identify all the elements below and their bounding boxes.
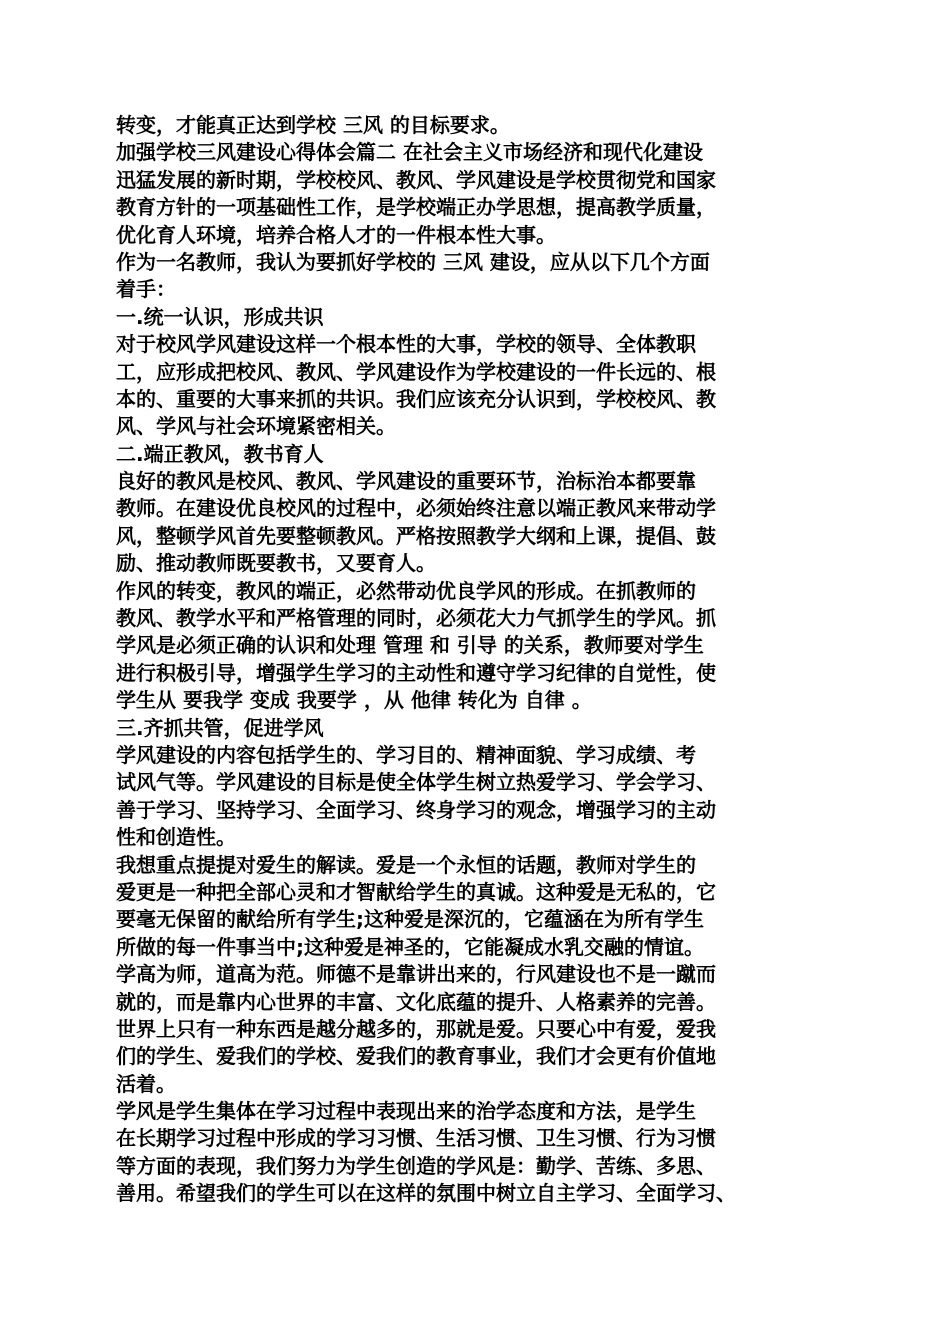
text-line: 就的，而是靠内心世界的丰富、文化底蕴的提升、人格素养的完善。 [116,989,716,1014]
text-line: 试风气等。学风建设的目标是使全体学生树立热爱学习、学会学习、 [116,770,716,795]
text-line: 本的、重要的大事来抓的共识。我们应该充分认识到，学校校风、教 [116,386,716,411]
text-line: 活着。 [116,1071,176,1096]
text-line: 善用。希望我们的学生可以在这样的氛围中树立自主学习、全面学习、 [116,1181,736,1206]
document-page [116,112,846,1208]
text-line: 着手： [116,277,176,302]
text-line: 所做的每一件事当中;这种爱是神圣的，它能凝成水乳交融的情谊。 [116,934,704,959]
text-line: 三.齐抓共管，促进学风 [116,715,324,740]
text-line: 学风建设的内容包括学生的、学习目的、精神面貌、学习成绩、考 [116,742,696,767]
text-line: 在长期学习过程中形成的学习习惯、生活习惯、卫生习惯、行为习惯 [116,1126,716,1151]
text-line: 优化育人环境，培养合格人才的一件根本性大事。 [116,222,556,247]
text-line: 进行积极引导，增强学生学习的主动性和遵守学习纪律的自觉性，使 [116,660,716,685]
text-line: 世界上只有一种东西是越分越多的，那就是爱。只要心中有爱，爱我 [116,1016,716,1041]
text-line: 性和创造性。 [116,825,236,850]
text-line: 善于学习、坚持学习、全面学习、终身学习的观念，增强学习的主动 [116,797,716,822]
text-line: 学风是学生集体在学习过程中表现出来的治学态度和方法，是学生 [116,1099,696,1124]
text-line: 二.端正教风，教书育人 [116,441,324,466]
text-line: 教风、教学水平和严格管理的同时，必须花大力气抓学生的学风。抓 [116,606,716,631]
text-line: 良好的教风是校风、教风、学风建设的重要环节，治标治本都要靠 [116,469,696,494]
text-line: 作风的转变，教风的端正，必然带动优良学风的形成。在抓教师的 [116,578,696,603]
text-line: 学生从 要我学 变成 我要学 ，从 他律 转化为 自律 。 [116,688,592,713]
text-line: 爱更是一种把全部心灵和才智献给学生的真诚。这种爱是无私的，它 [116,879,716,904]
text-line: 对于校风学风建设这样一个根本性的大事，学校的领导、全体教职 [116,332,696,357]
text-line: 学高为师，道高为范。师德不是靠讲出来的，行风建设也不是一蹴而 [116,962,716,987]
text-line: 教育方针的一项基础性工作，是学校端正办学思想，提高教学质量， [116,195,716,220]
text-line: 我想重点提提对爱生的解读。爱是一个永恒的话题，教师对学生的 [116,852,696,877]
text-line: 加强学校三风建设心得体会篇二 在社会主义市场经济和现代化建设 [116,140,703,165]
text-line: 转变，才能真正达到学校 三风 的目标要求。 [116,113,510,137]
text-line: 励、推动教师既要教书，又要育人。 [116,551,436,576]
text-line: 作为一名教师，我认为要抓好学校的 三风 建设，应从以下几个方面 [116,249,710,274]
text-line: 要毫无保留的献给所有学生;这种爱是深沉的，它蕴涵在为所有学生 [116,907,704,932]
text-line: 风，整顿学风首先要整顿教风。严格按照教学大纲和上课，提倡、鼓 [116,523,716,548]
text-line: 教师。在建设优良校风的过程中，必须始终注意以端正教风来带动学 [116,496,716,521]
document-body [116,112,846,1208]
text-line: 迅猛发展的新时期，学校校风、教风、学风建设是学校贯彻党和国家 [116,167,716,192]
text-line: 一.统一认识，形成共识 [116,304,324,329]
text-line: 工，应形成把校风、教风、学风建设作为学校建设的一件长远的、根 [116,359,716,384]
text-line: 学风是必须正确的认识和处理 管理 和 引导 的关系，教师要对学生 [116,633,704,658]
text-line: 们的学生、爱我们的学校、爱我们的教育事业，我们才会更有价值地 [116,1044,716,1069]
text-line: 等方面的表现，我们努力为学生创造的学风是：勤学、苦练、多思、 [116,1153,716,1178]
text-line: 风、学风与社会环境紧密相关。 [116,414,396,439]
